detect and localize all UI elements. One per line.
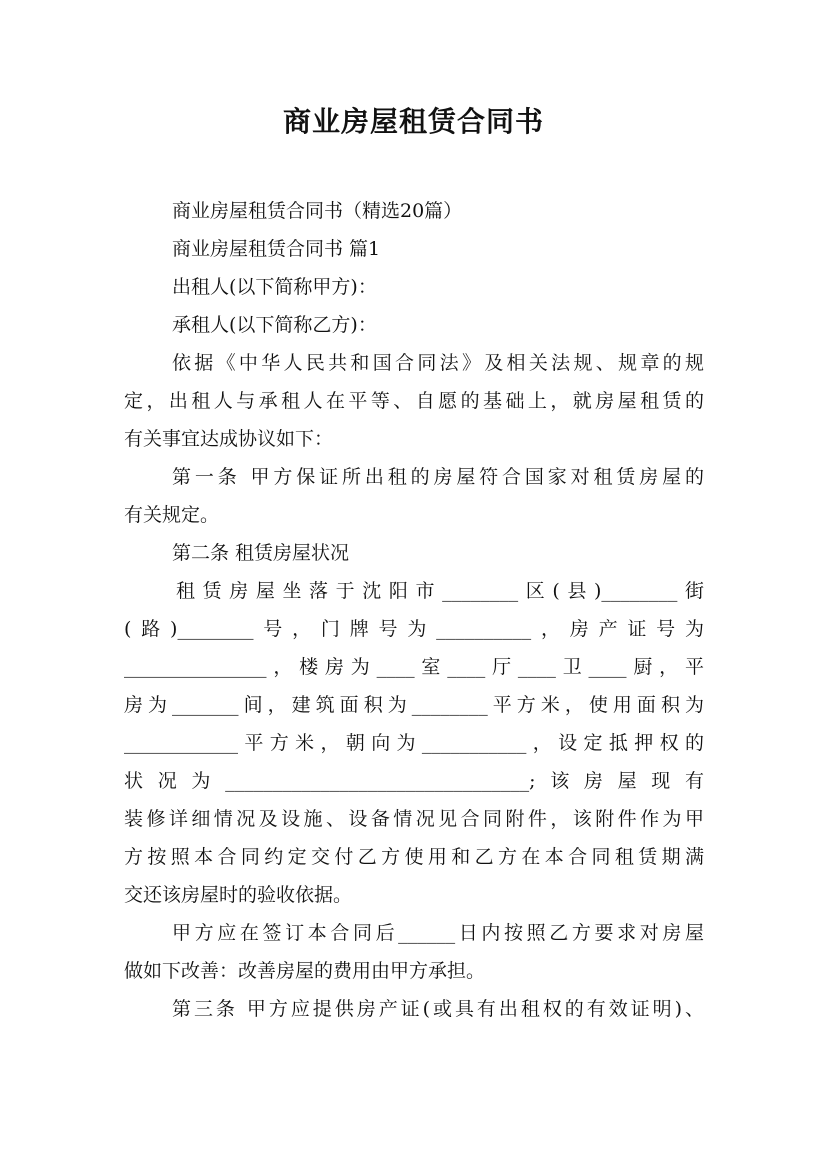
text-line: 房为_______间，建筑面积为________平方米，使用面积为 [124,694,704,716]
text-line: 状况为________________________________;该房屋现有 [124,770,704,792]
text-line: 第二条 租赁房屋状况 [172,542,350,564]
text-line: 依据《中华人民共和国合同法》及相关法规、规章的规 [172,352,704,374]
text-line: 方按照本合同约定交付乙方使用和乙方在本合同租赁期满 [124,846,704,868]
text-line: 商业房屋租赁合同书（精选20篇） [172,200,463,222]
text-line: 租赁房屋坐落于沈阳市________区(县)________街 [176,580,704,602]
text-line: 承租人(以下简称乙方)： [172,314,377,336]
text-line: 出租人(以下简称甲方)： [172,276,377,298]
text-line: 第三条 甲方应提供房产证(或具有出租权的有效证明)、 [172,998,704,1020]
text-line: _______________，楼房为____室____厅____卫____厨，平 [124,656,704,678]
text-line: 做如下改善：改善房屋的费用由甲方承担。 [124,960,486,982]
document-title: 商业房屋租赁合同书 [282,105,544,138]
text-line: ____________平方米，朝向为___________，设定抵押权的 [124,732,704,754]
text-line: 商业房屋租赁合同书 篇1 [172,238,381,260]
text-line: 交还该房屋时的验收依据。 [124,884,353,906]
text-line: (路)________号，门牌号为__________，房产证号为 [124,618,704,640]
text-line: 有关规定。 [124,504,220,526]
text-line: 定，出租人与承租人在平等、自愿的基础上，就房屋租赁的 [124,390,704,412]
text-line: 装修详细情况及设施、设备情况见合同附件，该附件作为甲 [124,808,704,830]
text-line: 有关事宜达成协议如下： [124,428,334,450]
text-line: 甲方应在签订本合同后______日内按照乙方要求对房屋 [172,922,704,944]
text-line: 第一条 甲方保证所出租的房屋符合国家对租赁房屋的 [172,466,704,488]
document-body [124,192,704,1028]
